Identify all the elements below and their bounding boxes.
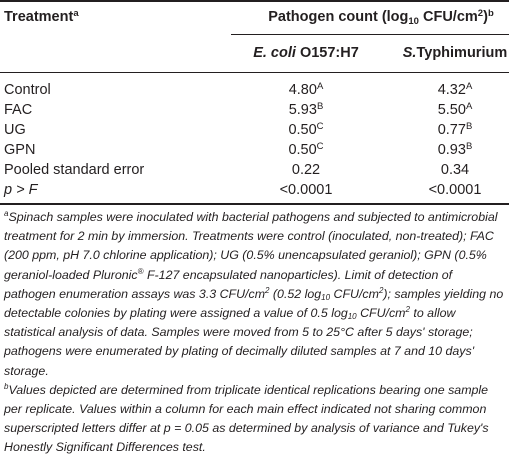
header-ecoli: E. coli O157:H7 xyxy=(253,45,359,61)
row-ecoli-value: $0.50^C$ xyxy=(288,121,324,138)
table-bottom-rule xyxy=(0,203,509,205)
row-typhimurium-value: 0.34 xyxy=(440,162,470,178)
row-ecoli-value: 0.22 xyxy=(291,162,321,178)
footnote-a: $^a$Spinach samples were inoculated with bacterial pathogens and subjected to antimicrobial treatment for 2 min by immersion. Treatments were control (inoculated, non-treated); FAC (200 ppm, pH 7.0 chlorine application); UG (0.5% unencapsulated geraniol); GPN (0.5% geraniol-loaded Pluronic® F-127 encapsulated nanoparticles). Limit of detection of pathogen enumeration assays was 3.3 CFU/$cm^2$ (0.52 $\log_{10} CFU/cm^2$); samples yielding no detectable colonies by plating were assigned a value of 0.5 $\log_{10} CFU/cm^2$ to allow statistical analysis of data. Samples were moved from 5 to 25°C after 5 days' storage; pathogens were enumerated by plating of decimally diluted samples at 7 and 10 days' storage. xyxy=(4,209,504,378)
row-label: UG xyxy=(4,122,26,138)
footnotes xyxy=(4,208,506,458)
header-pathogen-count: Pathogen count ($\log_{10}$ CFU/$cm^2)^b$ xyxy=(268,8,494,27)
row-typhimurium-value: $4.32^A$ xyxy=(437,81,473,98)
row-label: GPN xyxy=(4,142,36,158)
row-label: Pooled standard error xyxy=(4,162,145,178)
row-label: Control xyxy=(4,82,51,98)
row-typhimurium-value: $0.93^B$ xyxy=(437,141,473,158)
footnote-b: $^b$Values depicted are determined from triplicate identical replications bearing one sample per replicate. Values within a column for each main effect indicated not sharing common superscripted letters differ at p = 0.05 as determined by analysis of variance and Tukey's Honestly Significant Differences test. xyxy=(4,381,489,455)
top-rule xyxy=(0,0,509,2)
row-typhimurium-value: $5.50^A$ xyxy=(437,101,473,118)
row-ecoli-value: <0.0001 xyxy=(279,182,333,198)
row-ecoli-value: $4.80^A$ xyxy=(288,81,324,98)
row-typhimurium-value: <0.0001 xyxy=(428,182,482,198)
header-span-rule xyxy=(231,34,509,35)
row-label: FAC xyxy=(4,102,33,118)
header-bottom-rule xyxy=(0,72,509,73)
row-ecoli-value: $0.50^C$ xyxy=(288,141,324,158)
header-treatment: Treatment$^a$ xyxy=(4,8,79,25)
row-typhimurium-value: $0.77^B$ xyxy=(437,121,473,138)
row-label: p > F xyxy=(4,182,38,198)
header-typhimurium: S.Typhimurium xyxy=(402,45,508,61)
row-ecoli-value: $5.93^B$ xyxy=(288,101,324,118)
